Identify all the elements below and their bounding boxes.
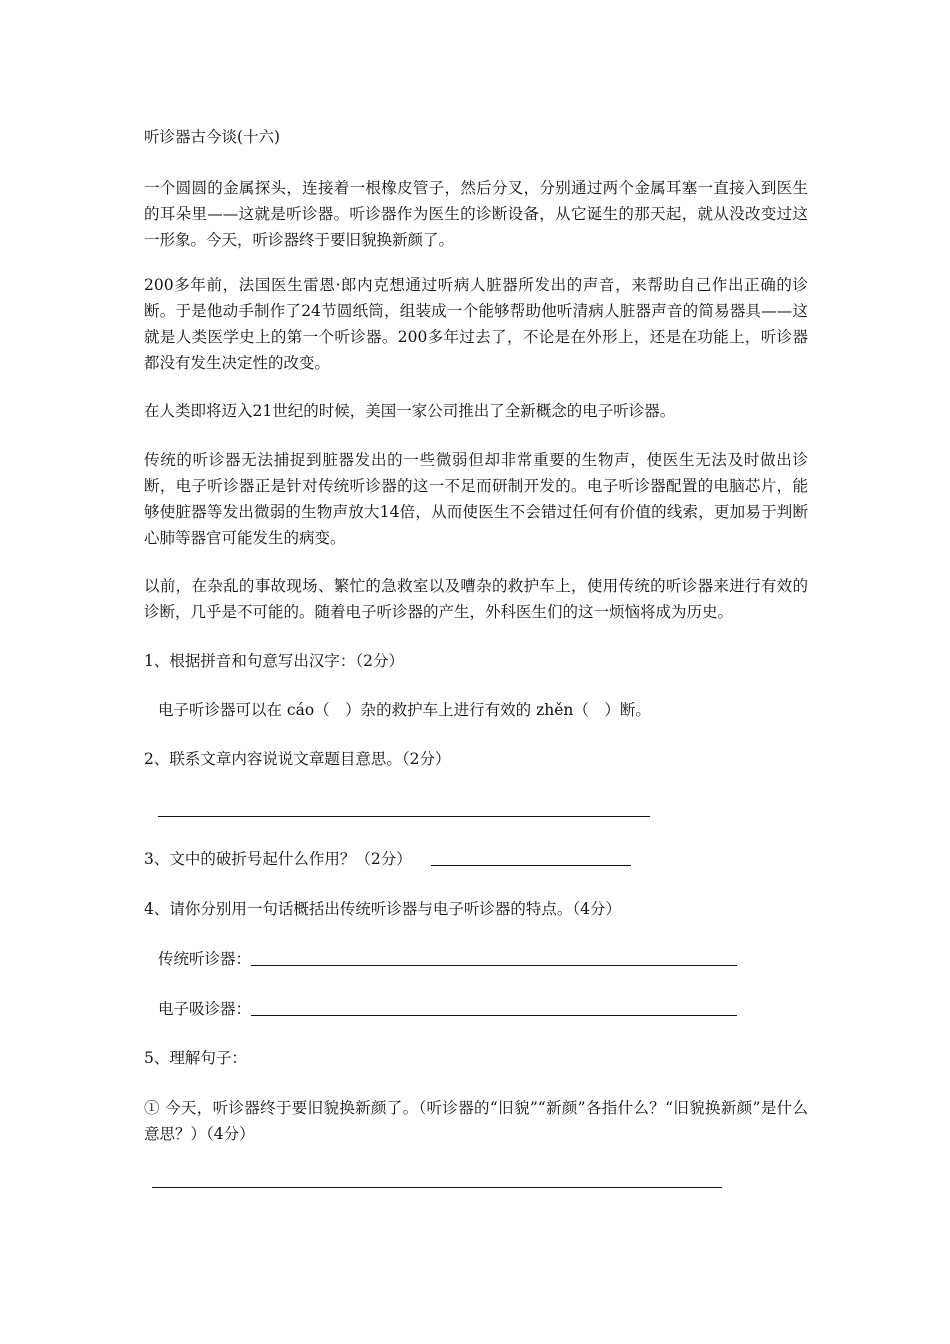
question-2-label: 2、联系文章内容说说文章题目意思。（2分） [144,750,451,768]
question-4-electronic-label: 电子吸诊器： [158,1000,252,1018]
question-4-traditional-label: 传统听诊器： [158,950,252,968]
question-4-traditional-answer-line[interactable] [251,949,737,966]
question-5-label: 5、理解句子： [144,1049,247,1067]
question-5-sub-1: ① 今天，听诊器终于要旧貌换新颜了。（听诊器的“旧貌”“新颜”各指什么？“旧貌换新颜”是什么意思？）（4分） [144,1099,808,1143]
question-2-answer-line[interactable] [158,816,650,817]
paragraph-5: 以前，在杂乱的事故现场、繁忙的急救室以及嘈杂的救护车上，使用传统的听诊器来进行有效的诊断，几乎是不可能的。随着电子听诊器的产生，外科医生们的这一烦恼将成为历史。 [144,577,808,621]
question-4-traditional-row [158,946,737,972]
question-3-label: 3、文中的破折号起什么作用？（2分） [144,850,412,868]
question-3-row [144,846,631,872]
paragraph-2: 200多年前，法国医生雷恩·郎内克想通过听病人脏器所发出的声音，来帮助自己作出正确的诊断。于是他动手制作了24节圆纸筒，组装成一个能够帮助他听清病人脏器声音的简易器具——这就是人类医学史上的第一个听诊器。200多年过去了，不论是在外形上，还是在功能上，听诊器都没有发生决定性的改变。 [144,276,808,372]
question-1-label: 1、根据拼音和句意写出汉字：（2分） [144,652,404,670]
paragraph-4: 传统的听诊器无法捕捉到脏器发出的一些微弱但却非常重要的生物声，使医生无法及时做出诊断，电子听诊器正是针对传统听诊器的这一不足而研制开发的。电子听诊器配置的电脑芯片，能够使脏器等发出微弱的生物声放大14倍，从而使医生不会错过任何有价值的线索，更加易于判断心肺等器官可能发生的病变。 [144,451,808,547]
question-4-electronic-answer-line[interactable] [251,999,737,1016]
question-3-answer-line[interactable] [431,849,631,866]
question-4-electronic-row [158,996,737,1022]
paragraph-3: 在人类即将迈入21世纪的时候，美国一家公司推出了全新概念的电子听诊器。 [144,402,676,420]
question-5-answer-line[interactable] [152,1187,722,1188]
question-1-sentence: 电子听诊器可以在 cáo（ ）杂的救护车上进行有效的 zhěn（ ）断。 [158,701,651,719]
paragraph-1: 一个圆圆的金属探头，连接着一根橡皮管子，然后分叉，分别通过两个金属耳塞一直接入到医生的耳朵里——这就是听诊器。听诊器作为医生的诊断设备，从它诞生的那天起，就从没改变过这一形象。今天，听诊器终于要旧貌换新颜了。 [144,179,808,249]
document-title: 听诊器古今谈(十六) [144,128,281,146]
question-4-label: 4、请你分别用一句话概括出传统听诊器与电子听诊器的特点。（4分） [144,900,621,918]
